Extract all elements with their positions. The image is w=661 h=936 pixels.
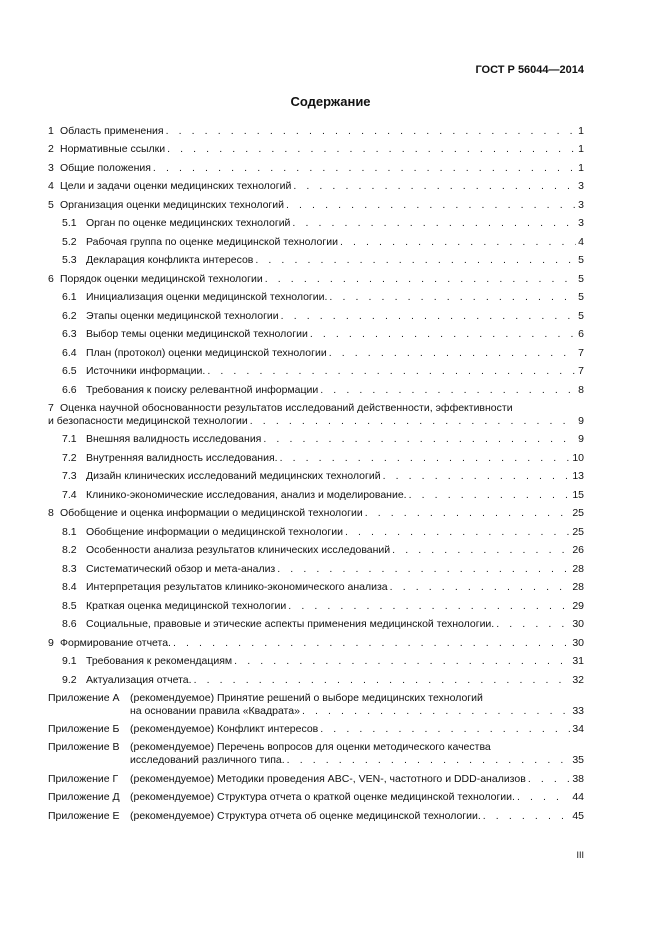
leader-dots [263, 433, 576, 446]
toc-entry[interactable] [48, 217, 584, 236]
toc-entry-title: Краткая оценка медицинской технологии [86, 599, 287, 612]
toc-entry-title: Систематический обзор и мета-анализ [86, 562, 276, 575]
appendix-page: 44 [572, 791, 584, 803]
toc-entry-title: Обобщение и оценка информации о медицинской технологии [60, 507, 363, 519]
toc-entry-page: 5 [578, 272, 584, 285]
toc-entry-title-cont: и безопасности медицинской технологии [48, 414, 248, 427]
toc-entry-line [48, 507, 584, 520]
toc-entry-number: 2 [48, 143, 54, 155]
leader-dots [255, 254, 576, 267]
leader-dots [167, 143, 576, 156]
toc-entry-title: Организация оценки медицинских технологий [60, 198, 284, 211]
toc-entry-line [48, 180, 584, 193]
toc-entry-title: Оценка научной обоснованности результатов исследований действенности, эффективности [60, 401, 513, 414]
toc-entry[interactable] [48, 599, 584, 618]
toc-entry-number: 8.3 [62, 562, 77, 575]
toc-entry-page: 4 [578, 235, 584, 248]
leader-dots [302, 705, 570, 718]
page-number: III [576, 850, 584, 860]
leader-dots [293, 180, 576, 193]
toc-entry-number: 7.4 [62, 488, 77, 501]
toc-entry-page: 28 [572, 581, 584, 593]
toc-entry-title: Актуализация отчета. [86, 673, 192, 686]
leader-dots [496, 618, 570, 631]
toc-entry-title: Социальные, правовые и этические аспекты применения медицинской технологии. [86, 618, 495, 630]
toc-entry-line [48, 415, 584, 428]
toc-entry-title: План (протокол) оценки медицинской технологии [86, 346, 327, 359]
toc-entry-line [62, 674, 584, 687]
appendix-entry[interactable] [48, 723, 584, 742]
leader-dots [166, 125, 577, 138]
toc-entry[interactable] [48, 433, 584, 452]
leader-dots [153, 162, 576, 175]
toc-entry-line [62, 217, 584, 230]
appendix-title: (рекомендуемое) Конфликт интересов [130, 723, 319, 735]
appendix-page: 34 [572, 723, 584, 735]
toc-entry-page: 7 [578, 365, 584, 377]
toc-entry-title: Порядок оценки медицинской технологии [60, 272, 263, 285]
toc-entry-title: Клинико-экономические исследования, анализ и моделирование. [86, 488, 407, 501]
toc-entry[interactable] [48, 544, 584, 563]
toc-entry-page: 28 [572, 562, 584, 575]
leader-dots [173, 637, 570, 650]
appendix-label: Приложение Д [48, 791, 120, 803]
leader-dots [409, 489, 571, 502]
toc-entry[interactable] [48, 488, 584, 507]
toc-entry-title: Требования к поиску релевантной информации [86, 383, 319, 396]
appendix-line [48, 773, 584, 786]
toc-entry-number: 7.3 [62, 470, 77, 482]
toc-entry-line [62, 310, 584, 323]
toc-entry[interactable] [48, 470, 584, 489]
toc-entry-page: 6 [578, 328, 584, 340]
toc-entry-line [48, 199, 584, 212]
leader-dots [329, 291, 576, 304]
toc-entry-page: 10 [572, 451, 584, 464]
toc-entry-line [62, 563, 584, 576]
toc-entry-title: Область применения [60, 124, 164, 137]
toc-entry-line [62, 328, 584, 341]
toc-entry-line [48, 125, 584, 138]
toc-entry-line [62, 581, 584, 594]
toc-entry-title: Интерпретация результатов клинико-экономического анализа [86, 581, 388, 593]
toc-entry-page: 3 [578, 198, 584, 211]
toc-entry[interactable] [48, 254, 584, 273]
toc-entry-title: Внутренняя валидность исследования. [86, 451, 278, 464]
leader-dots [392, 544, 570, 557]
leader-dots [292, 217, 576, 230]
leader-dots [365, 507, 571, 520]
toc-entry-line [62, 526, 584, 539]
toc-entry[interactable] [48, 328, 584, 347]
toc-entry-number: 8.4 [62, 581, 77, 593]
leader-dots [345, 526, 570, 539]
leader-dots [288, 600, 570, 613]
toc-entry-line [48, 402, 513, 415]
appendix-line [48, 723, 584, 736]
toc-entry-title: Декларация конфликта интересов [86, 254, 254, 266]
toc-entry-page: 1 [578, 124, 584, 137]
toc-entry-number: 8.5 [62, 599, 77, 612]
toc-entry[interactable] [48, 507, 584, 526]
toc-entry-page: 8 [578, 383, 584, 396]
toc-entry-line [62, 347, 584, 360]
toc-entry-page: 32 [572, 673, 584, 686]
toc-entry[interactable] [48, 180, 584, 199]
toc-entry-page: 3 [578, 217, 584, 229]
appendix-line [48, 810, 584, 823]
toc-entry-page: 29 [572, 599, 584, 612]
toc-entry-line [62, 291, 584, 304]
toc-entry-page: 5 [578, 309, 584, 322]
appendix-title: (рекомендуемое) Структура отчета об оценке медицинской технологии. [130, 809, 481, 822]
appendix-line [48, 741, 491, 754]
appendix-line [48, 754, 584, 767]
appendix-line [48, 705, 584, 718]
leader-dots [528, 773, 571, 786]
appendix-title-cont: исследований различного типа. [130, 754, 285, 766]
toc-entry[interactable] [48, 655, 584, 674]
appendix-label: Приложение Б [48, 723, 120, 735]
toc-entry[interactable] [48, 451, 584, 470]
toc-entry-line [62, 384, 584, 397]
toc-entry[interactable] [48, 272, 584, 291]
toc-entry-number: 9.1 [62, 655, 77, 667]
toc-entry-page: 9 [578, 433, 584, 445]
toc-entry-title: Нормативные ссылки [60, 143, 166, 155]
toc-entry-number: 8 [48, 507, 54, 519]
toc-entry-line [62, 618, 584, 631]
toc-entry[interactable] [48, 365, 584, 384]
toc-entry-title: Источники информации. [86, 365, 206, 377]
toc-entry-page: 30 [572, 618, 584, 630]
toc-entry-number: 7.1 [62, 433, 77, 445]
toc-entry-page: 1 [578, 143, 584, 155]
appendix-line [48, 692, 483, 705]
toc-entry-number: 5.3 [62, 254, 77, 266]
toc-entry-number: 7.2 [62, 451, 77, 464]
toc-entry[interactable] [48, 525, 584, 544]
toc-entry-line [48, 273, 584, 286]
leader-dots [320, 384, 576, 397]
leader-dots [234, 655, 570, 668]
toc-entry-title: Рабочая группа по оценке медицинской технологии [86, 235, 338, 248]
toc-entry-page: 26 [572, 544, 584, 556]
toc-entry-line [62, 433, 584, 446]
appendix-title: (рекомендуемое) Структура отчета о краткой оценке медицинской технологии. [130, 791, 515, 803]
appendix-label: Приложение В [48, 741, 120, 753]
leader-dots [207, 365, 576, 378]
toc-entry-page: 1 [578, 161, 584, 174]
toc-entry-number: 4 [48, 180, 54, 192]
toc-entry-line [62, 544, 584, 557]
appendix-title: (рекомендуемое) Методики проведения ABC-, VEN-, частотного и DDD-анализов [130, 772, 526, 785]
toc-entry-number: 3 [48, 161, 54, 174]
toc-entry-page: 25 [572, 525, 584, 538]
leader-dots [320, 723, 570, 736]
toc-entry-title: Дизайн клинических исследований медицинских технологий [86, 470, 381, 482]
toc-entry-number: 6.3 [62, 328, 77, 340]
appendix-label: Приложение Е [48, 809, 120, 822]
toc-entry[interactable] [48, 562, 584, 581]
toc-entry[interactable] [48, 581, 584, 600]
toc-entry-title: Обобщение информации о медицинской технологии [86, 525, 343, 538]
appendix-entry[interactable] [48, 741, 584, 772]
toc-entry-title: Орган по оценке медицинских технологий [86, 217, 291, 229]
toc-entry-page: 15 [572, 488, 584, 501]
leader-dots [286, 199, 576, 212]
appendix-page: 33 [572, 704, 584, 717]
toc-entry-title: Выбор темы оценки медицинской технологии [86, 328, 308, 340]
leader-dots [250, 415, 576, 428]
toc-entry-page: 13 [572, 470, 584, 482]
appendix-entry[interactable] [48, 772, 584, 791]
toc-entry[interactable] [48, 143, 584, 162]
toc-entry-number: 7 [48, 401, 54, 414]
toc-title: Содержание [290, 94, 371, 109]
toc-entry-page: 25 [572, 507, 584, 519]
appendix-entry[interactable] [48, 809, 584, 828]
toc-entry-page: 3 [578, 180, 584, 192]
toc-entry-page: 7 [578, 346, 584, 359]
toc-entry-title: Формирование отчета. [60, 636, 171, 649]
toc-entry-number: 8.6 [62, 618, 77, 630]
toc-entry-number: 5 [48, 198, 54, 211]
toc-entry-number: 6 [48, 272, 54, 285]
toc-entry[interactable] [48, 161, 584, 180]
appendix-entry[interactable] [48, 692, 584, 723]
toc-entry-title: Инициализация оценки медицинской технологии. [86, 291, 328, 303]
toc-entry-line [62, 489, 584, 502]
toc-entry-line [62, 254, 584, 267]
leader-dots [340, 236, 576, 249]
toc-entry-title: Внешняя валидность исследования [86, 433, 262, 445]
toc-entry-title: Этапы оценки медицинской технологии [86, 309, 279, 322]
toc-entry[interactable] [48, 198, 584, 217]
appendix-line [48, 791, 584, 804]
leader-dots [280, 452, 571, 465]
leader-dots [287, 754, 571, 767]
toc-entry-number: 8.2 [62, 544, 77, 556]
toc-entry-number: 5.2 [62, 235, 77, 248]
leader-dots [310, 328, 576, 341]
toc-entry-page: 9 [578, 414, 584, 427]
toc-entry-number: 9.2 [62, 673, 77, 686]
toc-entry-number: 6.6 [62, 383, 77, 396]
toc-entry-title: Цели и задачи оценки медицинских технологий [60, 180, 292, 192]
toc-entry-title: Особенности анализа результатов клинических исследований [86, 544, 391, 556]
toc-entry-page: 31 [572, 655, 584, 667]
toc-entry[interactable] [48, 124, 584, 143]
toc-entry-page: 5 [578, 291, 584, 303]
toc-entry[interactable] [48, 636, 584, 655]
toc-entry-line [62, 452, 584, 465]
appendix-title: (рекомендуемое) Принятие решений о выборе медицинских технологий [130, 691, 483, 704]
leader-dots [329, 347, 576, 360]
toc-entry-number: 6.4 [62, 346, 77, 359]
appendix-label: Приложение А [48, 691, 120, 704]
appendix-entry[interactable] [48, 791, 584, 810]
leader-dots [390, 581, 571, 594]
toc-entry-page: 30 [572, 636, 584, 649]
leader-dots [383, 470, 571, 483]
toc-entry-number: 6.1 [62, 291, 77, 303]
toc-entry-line [62, 365, 584, 378]
leader-dots [517, 791, 570, 804]
appendix-page: 45 [572, 809, 584, 822]
toc-entry-line [62, 655, 584, 668]
leader-dots [194, 674, 571, 687]
toc-entry[interactable] [48, 618, 584, 637]
toc-entry-line [48, 637, 584, 650]
toc-entry-page: 5 [578, 254, 584, 266]
toc-entry-line [62, 236, 584, 249]
toc-entry[interactable] [48, 346, 584, 365]
toc-entry-number: 6.5 [62, 365, 77, 377]
toc-entry-number: 6.2 [62, 309, 77, 322]
toc-entry-title: Общие положения [60, 161, 151, 174]
leader-dots [277, 563, 570, 576]
toc-entry-line [48, 143, 584, 156]
toc-entry-line [62, 470, 584, 483]
toc-entry-line [62, 600, 584, 613]
appendix-page: 38 [572, 772, 584, 785]
leader-dots [265, 273, 576, 286]
toc-entry[interactable] [48, 235, 584, 254]
toc-entry-number: 9 [48, 636, 54, 649]
toc-entry[interactable] [48, 309, 584, 328]
leader-dots [281, 310, 576, 323]
appendix-label: Приложение Г [48, 772, 119, 785]
toc-entry-number: 5.1 [62, 217, 77, 229]
appendix-title: (рекомендуемое) Перечень вопросов для оценки методического качества [130, 741, 491, 753]
appendix-page: 35 [572, 754, 584, 766]
toc-entry-title: Требования к рекомендациям [86, 655, 233, 667]
toc-entry[interactable] [48, 291, 584, 310]
toc-entry[interactable] [48, 402, 584, 433]
toc-entry[interactable] [48, 673, 584, 692]
document-code: ГОСТ Р 56044—2014 [475, 64, 584, 76]
table-of-contents [48, 124, 584, 828]
toc-entry[interactable] [48, 383, 584, 402]
toc-entry-number: 8.1 [62, 525, 77, 538]
leader-dots [483, 810, 571, 823]
toc-entry-number: 1 [48, 124, 54, 137]
toc-entry-line [48, 162, 584, 175]
appendix-title-cont: на основании правила «Квадрата» [130, 704, 300, 717]
